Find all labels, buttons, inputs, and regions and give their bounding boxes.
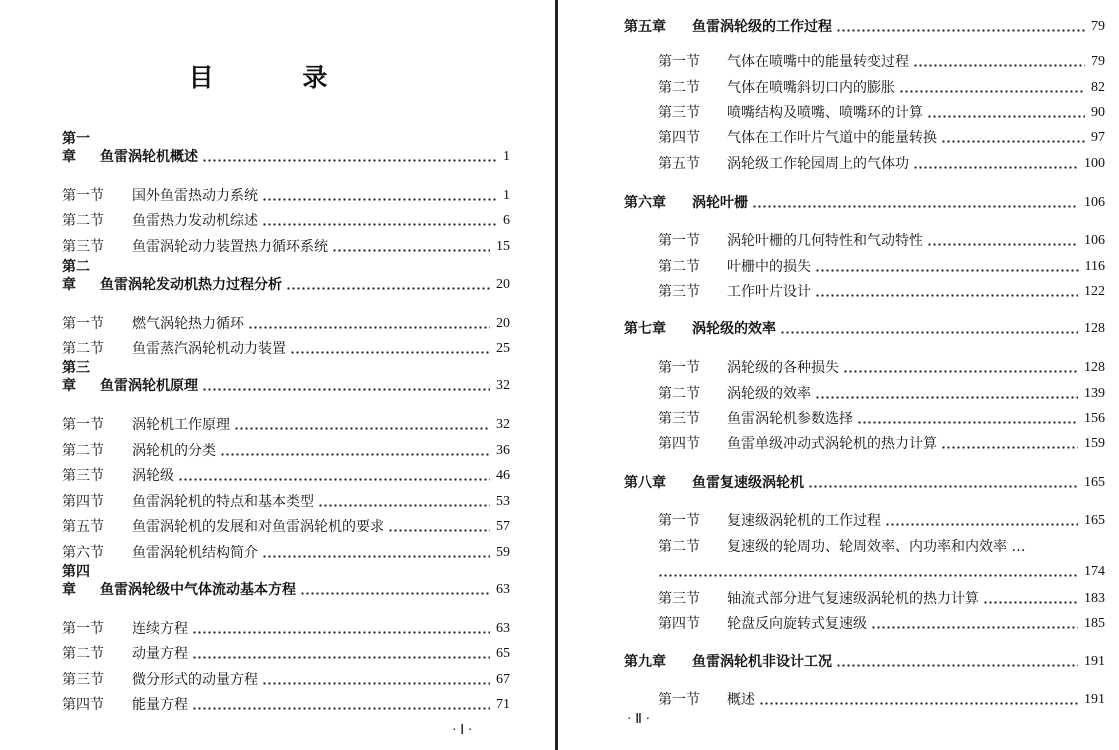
dot-leader — [388, 529, 490, 532]
dot-leader — [262, 223, 497, 226]
toc-entry-continuation[interactable] — [658, 563, 1105, 581]
toc-entry-label: 第二节 — [658, 539, 700, 555]
toc-heading: 目 录 — [188, 63, 368, 92]
toc-section-entry[interactable] — [658, 615, 1105, 633]
toc-entry-label: 第一节 — [658, 54, 700, 70]
toc-section-entry[interactable] — [62, 315, 510, 333]
toc-section-entry[interactable] — [658, 359, 1105, 377]
dot-leader — [808, 485, 1078, 488]
toc-entry-title: 工作叶片设计 — [727, 284, 811, 300]
toc-section-entry[interactable] — [62, 544, 510, 562]
dot-leader — [234, 427, 490, 430]
toc-section-entry[interactable] — [62, 416, 510, 434]
toc-entry-title: 喷嘴结构及喷嘴、喷嘴环的计算 — [727, 105, 923, 121]
toc-page-number: 122 — [1084, 284, 1105, 299]
dot-leader — [780, 331, 1078, 334]
toc-entry-title: 鱼雷涡轮级中气体流动基本方程 — [100, 582, 296, 598]
toc-page-number: 20 — [496, 316, 510, 331]
toc-section-entry[interactable] — [62, 442, 510, 460]
toc-page-number: 20 — [496, 277, 510, 292]
dot-leader — [300, 592, 490, 595]
toc-entry-label: 第二节 — [62, 443, 104, 459]
dot-leader — [178, 478, 490, 481]
toc-page-number: 1 — [503, 149, 510, 164]
toc-entry-title: 鱼雷涡轮动力装置热力循环系统 — [132, 239, 328, 255]
toc-entry-label: 第四节 — [658, 436, 700, 452]
dot-leader — [248, 326, 490, 329]
toc-entry-title: 复速级的轮周功、轮周效率、内功率和内效率 … — [727, 539, 1026, 555]
dot-leader — [752, 205, 1078, 208]
toc-entry-title: 轴流式部分进气复速级涡轮机的热力计算 — [727, 591, 979, 607]
toc-section-entry[interactable] — [62, 620, 510, 638]
toc-page-number: 71 — [496, 697, 510, 712]
toc-entry-title: 微分形式的动量方程 — [132, 672, 258, 688]
dot-leader — [658, 574, 1078, 577]
toc-page-number: 159 — [1084, 436, 1105, 451]
dot-leader — [899, 90, 1085, 93]
toc-chapter-entry[interactable] — [62, 360, 510, 395]
toc-section-entry[interactable] — [62, 340, 510, 358]
toc-entry-label: 第三节 — [658, 284, 700, 300]
dot-leader — [202, 388, 490, 391]
toc-entry-label: 第四章 — [62, 564, 90, 598]
toc-entry-title: 燃气涡轮热力循环 — [132, 316, 244, 332]
toc-entry-title: 鱼雷涡轮发动机热力过程分析 — [100, 277, 282, 293]
toc-section-entry[interactable] — [658, 385, 1105, 403]
toc-page-number: 32 — [496, 417, 510, 432]
toc-entry-title: 复速级涡轮机的工作过程 — [727, 513, 881, 529]
dot-leader — [290, 351, 490, 354]
toc-section-entry[interactable] — [62, 518, 510, 536]
toc-entry-label: 第三节 — [62, 468, 104, 484]
toc-page-number: 191 — [1084, 692, 1105, 707]
toc-page-number: 174 — [1084, 564, 1105, 579]
dot-leader — [927, 243, 1078, 246]
toc-section-entry[interactable] — [658, 232, 1105, 250]
toc-page-number: 191 — [1084, 654, 1105, 669]
toc-entry-label: 第一节 — [658, 233, 700, 249]
toc-page-number: 165 — [1084, 513, 1105, 528]
toc-section-entry[interactable] — [62, 671, 510, 689]
toc-page-number: 82 — [1091, 80, 1105, 95]
toc-page-number: 79 — [1091, 19, 1105, 34]
toc-entry-label: 第三节 — [658, 411, 700, 427]
left-page — [0, 0, 556, 750]
dot-leader — [843, 370, 1078, 373]
toc-entry-title: 气体在工作叶片气道中的能量转换 — [727, 130, 937, 146]
toc-entry-title: 鱼雷涡轮机的发展和对鱼雷涡轮机的要求 — [132, 519, 384, 535]
toc-entry-title: 气体在喷嘴中的能量转变过程 — [727, 54, 909, 70]
dot-leader — [885, 523, 1078, 526]
toc-page-number: 106 — [1084, 233, 1105, 248]
toc-section-entry[interactable] — [62, 467, 510, 485]
toc-entry-label: 第一节 — [658, 360, 700, 376]
toc-page-number: 59 — [496, 545, 510, 560]
dot-leader — [941, 140, 1085, 143]
toc-entry-title: 连续方程 — [132, 621, 188, 637]
toc-chapter-entry[interactable] — [62, 131, 510, 166]
toc-entry-label: 第一章 — [62, 131, 90, 165]
toc-entry-title: 动量方程 — [132, 646, 188, 662]
dot-leader — [913, 166, 1078, 169]
toc-chapter-entry[interactable] — [624, 320, 1105, 338]
toc-entry-label: 第四节 — [62, 697, 104, 713]
toc-entry-label: 第四节 — [658, 130, 700, 146]
toc-entry-title: 鱼雷单级冲动式涡轮机的热力计算 — [727, 436, 937, 452]
right-page — [559, 0, 1119, 750]
toc-entry-title: 涡轮级工作轮园周上的气体功 — [727, 156, 909, 172]
toc-page-number: 139 — [1084, 386, 1105, 401]
toc-entry-title: 鱼雷涡轮机参数选择 — [727, 411, 853, 427]
dot-leader — [913, 64, 1085, 67]
toc-section-entry[interactable] — [62, 238, 510, 256]
dot-leader — [262, 555, 490, 558]
dot-leader — [262, 198, 497, 201]
toc-entry-title: 鱼雷涡轮机原理 — [100, 378, 198, 394]
dot-leader — [941, 446, 1078, 449]
toc-page-number: 97 — [1091, 130, 1105, 145]
toc-section-entry[interactable] — [658, 129, 1105, 147]
toc-section-entry[interactable] — [62, 645, 510, 663]
toc-page-number: 57 — [496, 519, 510, 534]
toc-entry-label: 第二章 — [62, 259, 90, 293]
dot-leader — [192, 631, 490, 634]
toc-entry-title: 概述 — [727, 692, 755, 708]
toc-section-entry[interactable] — [658, 691, 1105, 709]
toc-entry-label: 第五章 — [624, 19, 666, 35]
toc-entry-label: 第二节 — [62, 646, 104, 662]
toc-entry-label: 第一节 — [658, 513, 700, 529]
toc-page-number: 65 — [496, 646, 510, 661]
toc-entry-title: 涡轮叶栅的几何特性和气动特性 — [727, 233, 923, 249]
toc-section-entry[interactable] — [62, 493, 510, 511]
toc-entry-label: 第三章 — [62, 360, 90, 394]
toc-page-number: 53 — [496, 494, 510, 509]
toc-entry-label: 第二节 — [62, 341, 104, 357]
toc-page-number: 36 — [496, 443, 510, 458]
toc-entry-title: 鱼雷涡轮级的工作过程 — [692, 19, 832, 35]
toc-page-number: 90 — [1091, 105, 1105, 120]
toc-page-number: 185 — [1084, 616, 1105, 631]
toc-entry-title: 气体在喷嘴斜切口内的膨胀 — [727, 80, 895, 96]
toc-page-number: 165 — [1084, 475, 1105, 490]
toc-page-number: 128 — [1084, 321, 1105, 336]
toc-entry-label: 第一节 — [658, 692, 700, 708]
toc-entry-title: 鱼雷涡轮机概述 — [100, 149, 198, 165]
dot-leader — [332, 249, 490, 252]
dot-leader — [815, 269, 1079, 272]
toc-page-number: 79 — [1091, 54, 1105, 69]
toc-entry-label: 第二节 — [658, 259, 700, 275]
dot-leader — [871, 626, 1078, 629]
toc-entry-title: 涡轮机的分类 — [132, 443, 216, 459]
toc-section-entry[interactable] — [62, 696, 510, 714]
toc-page-number: 116 — [1084, 259, 1105, 274]
toc-page-number: 6 — [503, 213, 510, 228]
toc-entry-title: 鱼雷蒸汽涡轮机动力装置 — [132, 341, 286, 357]
dot-leader — [927, 115, 1085, 118]
toc-entry-label: 第三节 — [658, 105, 700, 121]
dot-leader — [262, 682, 490, 685]
toc-page-number: 25 — [496, 341, 510, 356]
dot-leader — [815, 294, 1078, 297]
toc-page-number: 128 — [1084, 360, 1105, 375]
toc-page-number: 100 — [1084, 156, 1105, 171]
toc-chapter-entry[interactable] — [624, 474, 1105, 492]
toc-entry-title: 涡轮级的各种损失 — [727, 360, 839, 376]
toc-page-number: 1 — [503, 188, 510, 203]
toc-entry-label: 第八章 — [624, 475, 666, 491]
dot-leader — [220, 453, 490, 456]
toc-entry-label: 第五节 — [658, 156, 700, 172]
toc-entry-label: 第二节 — [658, 80, 700, 96]
toc-entry-label: 第六章 — [624, 195, 666, 211]
toc-entry-label: 第四节 — [62, 494, 104, 510]
toc-page-number: 15 — [496, 239, 510, 254]
toc-chapter-entry[interactable] — [62, 259, 510, 294]
toc-entry-title: 鱼雷涡轮机结构简介 — [132, 545, 258, 561]
toc-section-entry[interactable] — [658, 283, 1105, 301]
toc-entry-label: 第九章 — [624, 654, 666, 670]
toc-section-entry[interactable] — [658, 155, 1105, 173]
toc-entry-title: 叶栅中的损失 — [727, 259, 811, 275]
toc-page-number: 63 — [496, 621, 510, 636]
toc-section-entry[interactable] — [658, 79, 1105, 97]
dot-leader — [286, 287, 490, 290]
page-folio: · Ⅱ · — [627, 712, 651, 727]
dot-leader — [318, 504, 490, 507]
dot-leader — [836, 664, 1078, 667]
toc-entry-title: 涡轮级的效率 — [692, 321, 776, 337]
toc-section-entry[interactable] — [658, 538, 1105, 556]
toc-entry-title: 涡轮级 — [132, 468, 174, 484]
dot-leader — [202, 159, 497, 162]
dot-leader — [192, 707, 490, 710]
toc-page-number: 156 — [1084, 411, 1105, 426]
dot-leader — [759, 702, 1078, 705]
toc-entry-label: 第一节 — [62, 621, 104, 637]
toc-page-number: 32 — [496, 378, 510, 393]
toc-entry-title: 轮盘反向旋转式复速级 — [727, 616, 867, 632]
toc-entry-title: 涡轮机工作原理 — [132, 417, 230, 433]
toc-section-entry[interactable] — [62, 187, 510, 205]
dot-leader — [815, 396, 1078, 399]
dot-leader — [983, 601, 1078, 604]
toc-entry-label: 第二节 — [658, 386, 700, 402]
toc-section-entry[interactable] — [658, 410, 1105, 428]
page-folio: · Ⅰ · — [452, 723, 473, 738]
toc-entry-label: 第三节 — [62, 239, 104, 255]
page-divider — [555, 0, 558, 750]
dot-leader — [836, 29, 1085, 32]
toc-page-number: 46 — [496, 468, 510, 483]
toc-page-number: 67 — [496, 672, 510, 687]
toc-section-entry[interactable] — [658, 53, 1105, 71]
toc-entry-title: 鱼雷涡轮机的特点和基本类型 — [132, 494, 314, 510]
toc-section-entry[interactable] — [658, 258, 1105, 276]
toc-entry-label: 第二节 — [62, 213, 104, 229]
toc-entry-label: 第三节 — [62, 672, 104, 688]
toc-chapter-entry[interactable] — [624, 194, 1105, 212]
dot-leader — [857, 421, 1078, 424]
toc-entry-title: 鱼雷热力发动机综述 — [132, 213, 258, 229]
toc-section-entry[interactable] — [62, 212, 510, 230]
toc-entry-title: 涡轮级的效率 — [727, 386, 811, 402]
toc-entry-label: 第一节 — [62, 188, 104, 204]
toc-entry-label: 第五节 — [62, 519, 104, 535]
toc-entry-label: 第一节 — [62, 417, 104, 433]
toc-entry-title: 鱼雷涡轮机非设计工况 — [692, 654, 832, 670]
toc-chapter-entry[interactable] — [62, 564, 510, 599]
toc-entry-title: 国外鱼雷热动力系统 — [132, 188, 258, 204]
toc-entry-title: 鱼雷复速级涡轮机 — [692, 475, 804, 491]
toc-entry-label: 第三节 — [658, 591, 700, 607]
toc-page-number: 183 — [1084, 591, 1105, 606]
toc-section-entry[interactable] — [658, 435, 1105, 453]
toc-entry-label: 第四节 — [658, 616, 700, 632]
toc-chapter-entry[interactable] — [624, 653, 1105, 671]
toc-section-entry[interactable] — [658, 104, 1105, 122]
toc-entry-label: 第一节 — [62, 316, 104, 332]
toc-entry-label: 第七章 — [624, 321, 666, 337]
toc-entry-title: 能量方程 — [132, 697, 188, 713]
toc-section-entry[interactable] — [658, 590, 1105, 608]
toc-page-number: 63 — [496, 582, 510, 597]
toc-page-number: 106 — [1084, 195, 1105, 210]
toc-entry-label: 第六节 — [62, 545, 104, 561]
toc-section-entry[interactable] — [658, 512, 1105, 530]
toc-entry-title: 涡轮叶栅 — [692, 195, 748, 211]
toc-chapter-entry[interactable] — [624, 18, 1105, 36]
dot-leader — [192, 656, 490, 659]
